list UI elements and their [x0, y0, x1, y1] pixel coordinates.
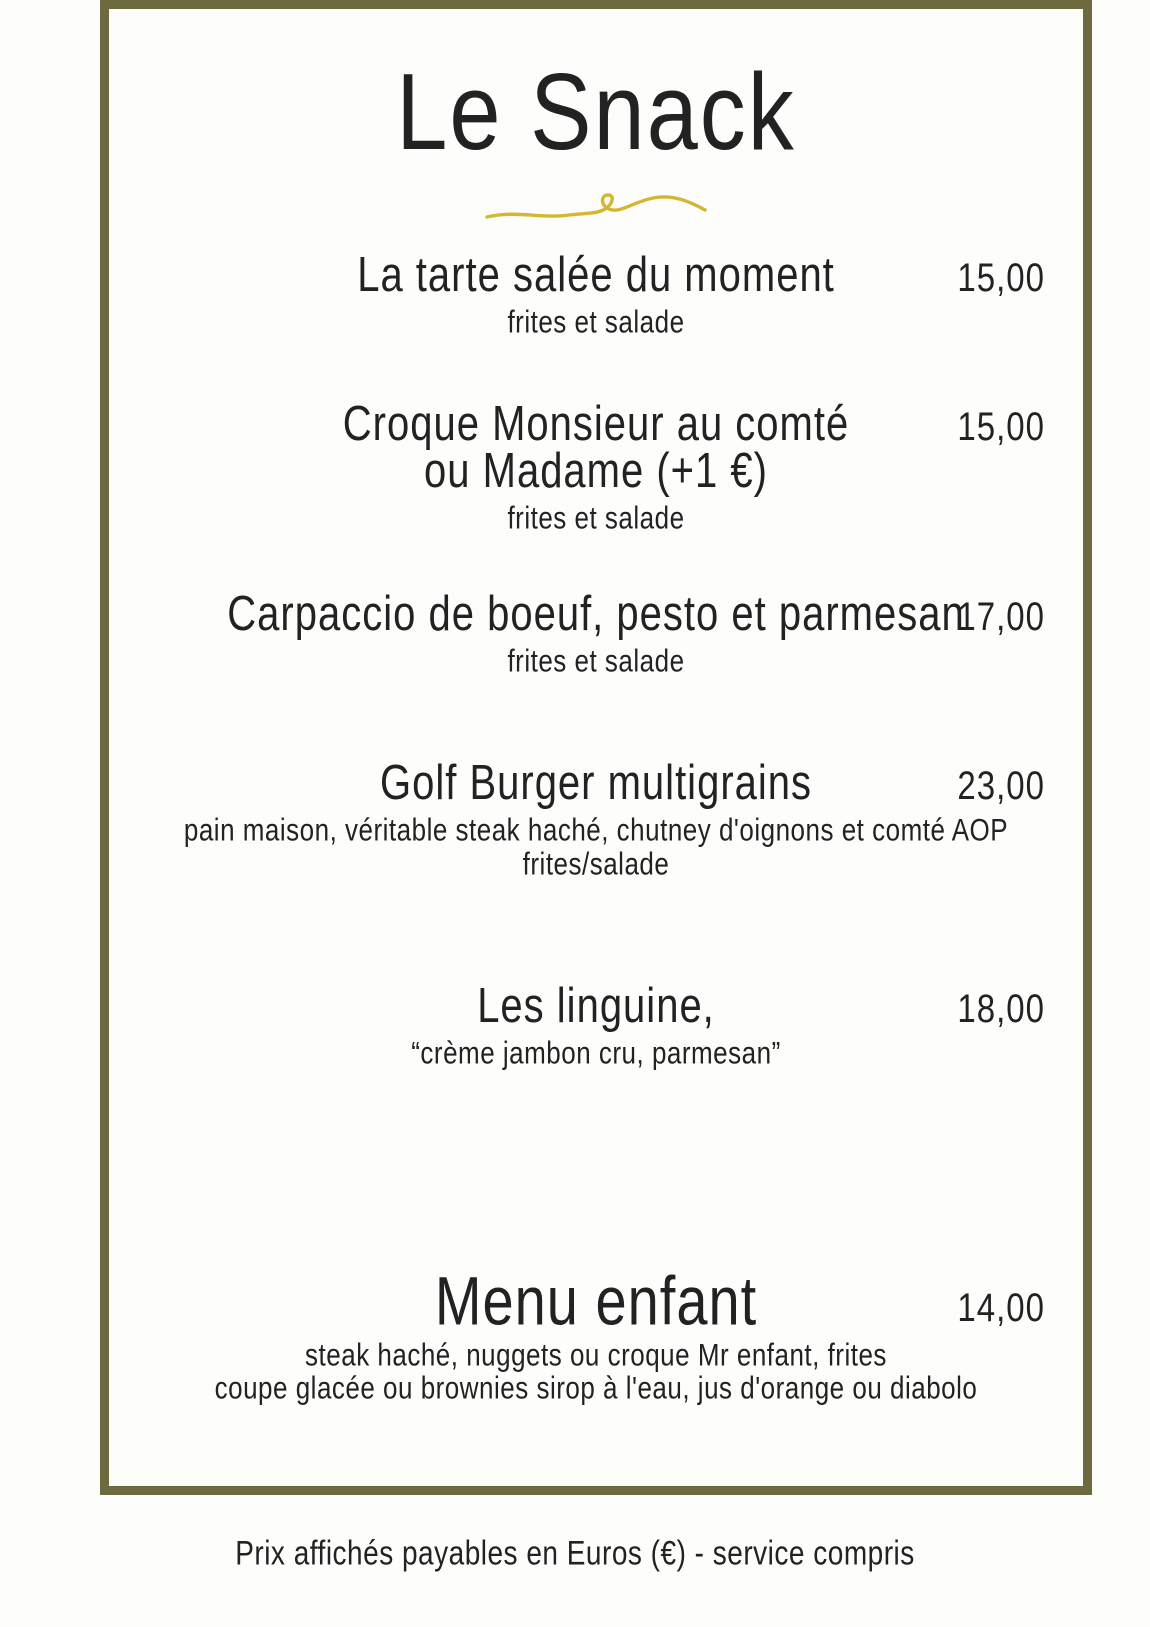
menu-item	[109, 587, 1083, 680]
menu-item	[109, 1262, 1083, 1407]
menu-item-price: 17,00	[957, 593, 1045, 639]
flourish-divider	[109, 185, 1083, 229]
menu-item-price: 15,00	[957, 403, 1045, 449]
menu-items-list	[109, 248, 1083, 1407]
menu-item	[109, 397, 1083, 537]
menu-item-title: La tarte salée du moment	[357, 248, 835, 303]
menu-item-title: Les linguine,	[477, 979, 715, 1034]
menu-title-text: Le Snack	[396, 51, 796, 173]
menu-item-price: 15,00	[957, 254, 1045, 300]
squiggle-icon	[481, 185, 711, 229]
menu-item-price: 18,00	[957, 985, 1045, 1031]
menu-item-price: 14,00	[957, 1284, 1045, 1330]
menu-item-title: Croque Monsieur au comté ou Madame (+1 €)	[342, 397, 850, 499]
menu-item-description: pain maison, véritable steak haché, chutney d'oignons et comté AOP frites/salade	[183, 811, 1009, 882]
menu-item-price: 23,00	[957, 762, 1045, 808]
menu-item-title: Menu enfant	[434, 1262, 758, 1340]
footer-note-text: Prix affichés payables en Euros (€) - service compris	[235, 1534, 915, 1572]
menu-item	[109, 248, 1083, 340]
menu-item-description: steak haché, nuggets ou croque Mr enfant, frites coupe glacée ou brownies sirop à l'eau, jus d'orange ou diabolo	[214, 1335, 978, 1407]
menu-item-description: frites et salade	[507, 303, 685, 340]
menu-item-description: frites et salade	[507, 499, 685, 537]
menu-item-description: frites et salade	[507, 642, 685, 680]
menu-item	[109, 979, 1083, 1071]
menu-item-description: “crème jambon cru, parmesan”	[411, 1034, 781, 1071]
menu-item-title: Carpaccio de boeuf, pesto et parmesan	[227, 587, 965, 642]
menu-item-title: Golf Burger multigrains	[379, 756, 813, 811]
menu-card	[100, 0, 1092, 1495]
menu-item	[109, 756, 1083, 882]
menu-title	[109, 51, 1083, 173]
footer-note	[0, 1534, 1150, 1572]
